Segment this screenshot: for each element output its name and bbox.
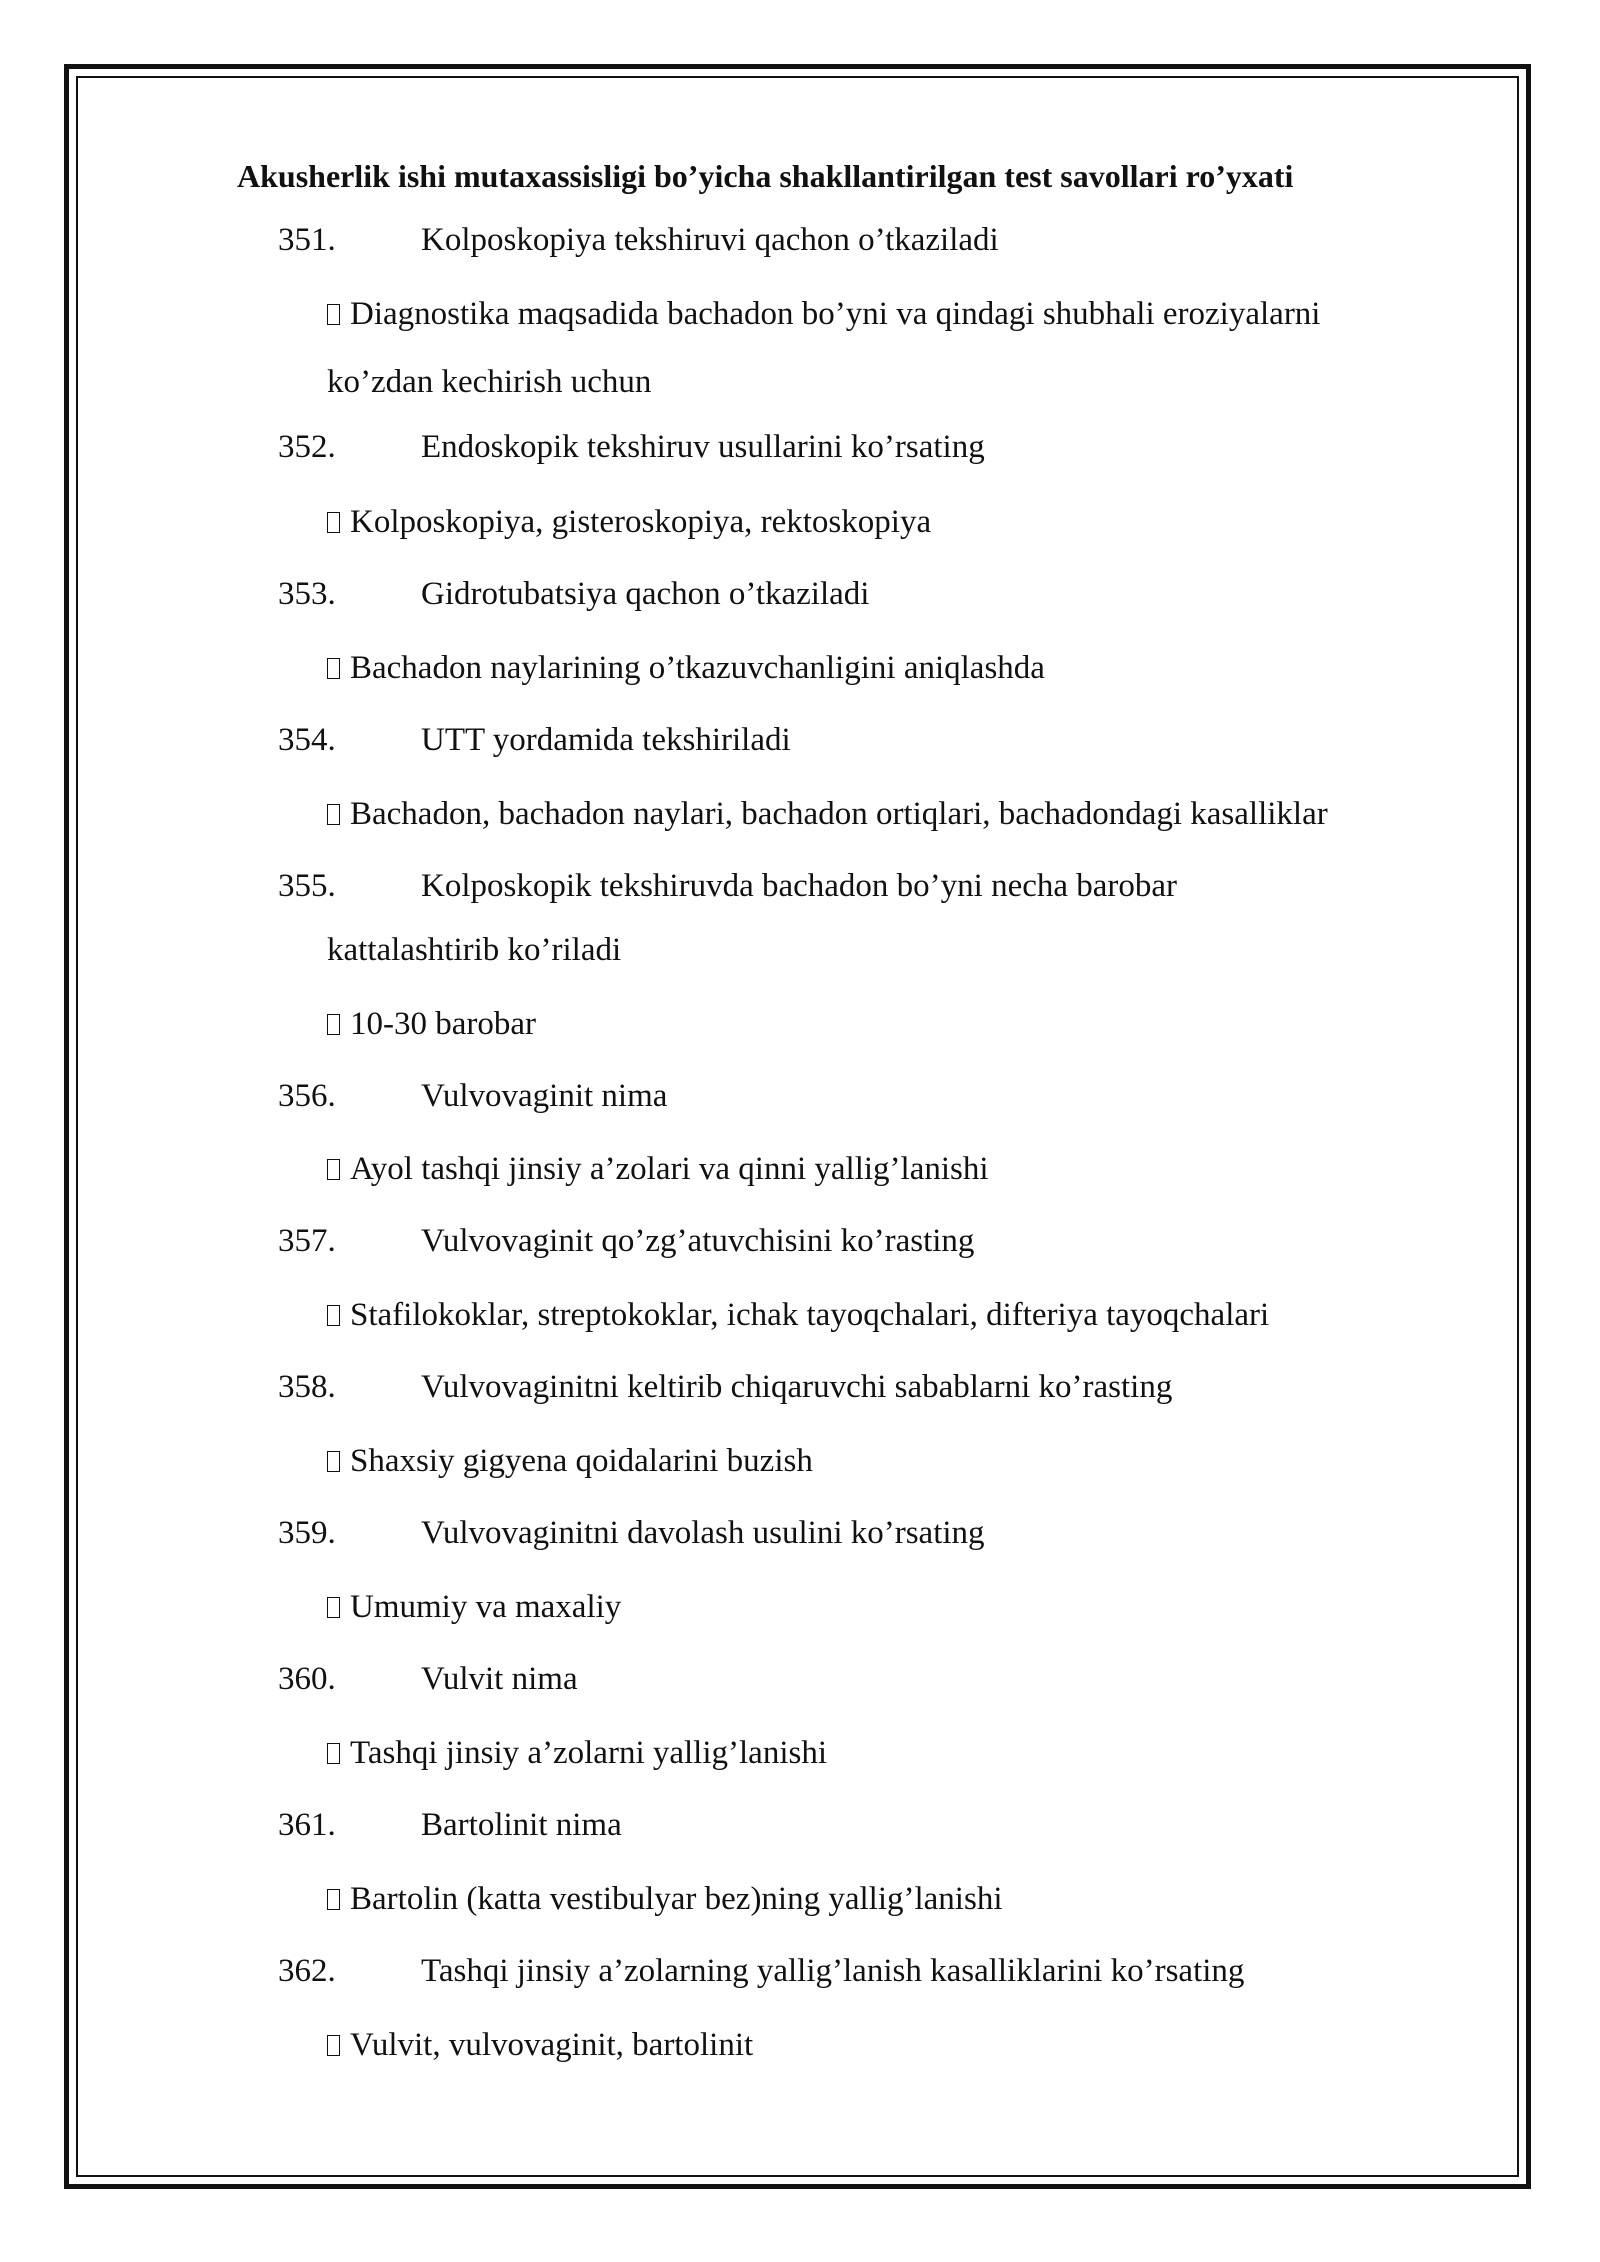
question-text: Gidrotubatsiya qachon o’tkaziladi (421, 576, 870, 612)
checkbox-icon (327, 304, 340, 325)
checkbox-icon (327, 1889, 340, 1910)
answer-line (327, 290, 1320, 338)
answer-line (327, 1000, 536, 1048)
answer-line (327, 1145, 989, 1193)
checkbox-icon (327, 2035, 340, 2056)
answer-text: Kolposkopiya, gisteroskopiya, rektoskopiya (350, 504, 932, 540)
question-text: Vulvovaginit qo’zg’atuvchisini ko’rasting (421, 1223, 975, 1259)
checkbox-icon (327, 1014, 340, 1035)
answer-text: Bachadon, bachadon naylari, bachadon ortiqlari, bachadondagi kasalliklar (350, 796, 1328, 832)
checkbox-icon (327, 804, 340, 825)
answer-line (327, 790, 1328, 838)
question-text-continued: kattalashtirib ko’riladi (327, 932, 622, 968)
answer-text: Diagnostika maqsadida bachadon bo’yni va qindagi shubhali eroziyalarni (350, 296, 1321, 332)
question-text: Endoskopik tekshiruv usullarini ko’rsating (421, 429, 985, 465)
checkbox-icon (327, 512, 340, 533)
answer-text: Vulvit, vulvovaginit, bartolinit (350, 2027, 754, 2063)
question-text: Kolposkopik tekshiruvda bachadon bo’yni necha barobar (421, 868, 1178, 904)
question-number: 352. (278, 429, 336, 465)
document-title: Akusherlik ishi mutaxassisligi bo’yicha shakllantirilgan test savollari ro’yxati (237, 158, 1294, 194)
answer-text: 10-30 barobar (350, 1006, 537, 1042)
answer-text: Tashqi jinsiy a’zolarni yallig’lanishi (350, 1735, 828, 1771)
checkbox-icon (327, 658, 340, 679)
question-text: Kolposkopiya tekshiruvi qachon o’tkaziladi (421, 222, 999, 258)
answer-line (327, 644, 1045, 692)
checkbox-icon (327, 1743, 340, 1764)
question-text: Vulvovaginitni davolash usulini ko’rsating (421, 1515, 985, 1551)
question-text: UTT yordamida tekshiriladi (421, 722, 791, 758)
question-number: 355. (278, 868, 336, 904)
question-number: 361. (278, 1807, 336, 1843)
checkbox-icon (327, 1159, 340, 1180)
question-text: Vulvit nima (421, 1661, 578, 1697)
answer-line-continued: ko’zdan kechirish uchun (327, 364, 652, 400)
question-number: 360. (278, 1661, 336, 1697)
checkbox-icon (327, 1451, 340, 1472)
question-number: 362. (278, 1953, 336, 1989)
answer-text: Ayol tashqi jinsiy a’zolari va qinni yallig’lanishi (350, 1151, 989, 1187)
question-number: 358. (278, 1369, 336, 1405)
answer-line (327, 1291, 1269, 1339)
question-number: 356. (278, 1078, 336, 1114)
question-text: Vulvovaginit nima (421, 1078, 668, 1114)
question-number: 357. (278, 1223, 336, 1259)
answer-line (327, 1729, 827, 1777)
answer-line (327, 1583, 621, 1631)
checkbox-icon (327, 1305, 340, 1326)
answer-text: Umumiy va maxaliy (350, 1589, 622, 1625)
question-number: 359. (278, 1515, 336, 1551)
answer-line (327, 2021, 753, 2069)
question-text: Bartolinit nima (421, 1807, 622, 1843)
answer-line (327, 1875, 1003, 1923)
question-number: 354. (278, 722, 336, 758)
answer-text: Bartolin (katta vestibulyar bez)ning yallig’lanishi (350, 1881, 1003, 1917)
question-number: 351. (278, 222, 336, 258)
answer-line (327, 1437, 813, 1485)
answer-line (327, 498, 931, 546)
question-text: Vulvovaginitni keltirib chiqaruvchi sabablarni ko’rasting (421, 1369, 1173, 1405)
checkbox-icon (327, 1597, 340, 1618)
question-number: 353. (278, 576, 336, 612)
question-text: Tashqi jinsiy a’zolarning yallig’lanish kasalliklarini ko’rsating (421, 1953, 1245, 1989)
answer-text: Stafilokoklar, streptokoklar, ichak tayoqchalari, difteriya tayoqchalari (350, 1297, 1270, 1333)
answer-text: Shaxsiy gigyena qoidalarini buzish (350, 1443, 813, 1479)
answer-text: Bachadon naylarining o’tkazuvchanligini aniqlashda (350, 650, 1045, 686)
